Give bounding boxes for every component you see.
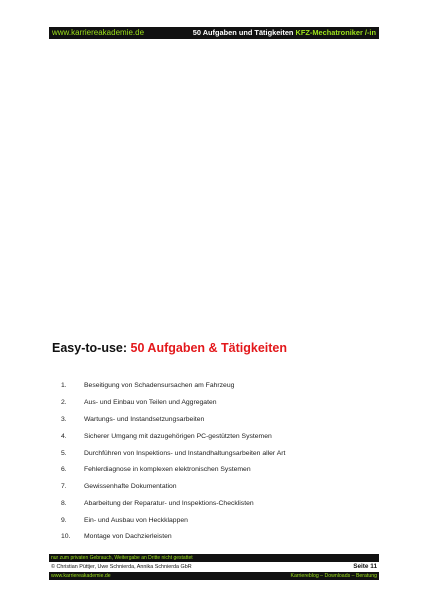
list-item bbox=[0, 464, 427, 476]
footer-info-row bbox=[49, 562, 379, 572]
list-item-number: 4. bbox=[61, 433, 67, 440]
list-item-number: 10. bbox=[61, 533, 71, 540]
list-item-text: Wartungs- und Instandsetzungsarbeiten bbox=[84, 416, 205, 423]
list-item bbox=[0, 515, 427, 527]
list-item bbox=[0, 414, 427, 426]
page-number: Seite 11 bbox=[353, 563, 377, 570]
list-item-number: 5. bbox=[61, 450, 67, 457]
list-item-text: Abarbeitung der Reparatur- und Inspektions-Checklisten bbox=[84, 500, 254, 507]
list-item bbox=[0, 431, 427, 443]
page-header bbox=[49, 27, 379, 39]
page-title-accent: 50 Aufgaben & Tätigkeiten bbox=[130, 341, 288, 355]
header-site-link[interactable]: www.karriereakademie.de bbox=[52, 28, 145, 37]
list-item bbox=[0, 531, 427, 543]
header-title-accent: KFZ-Mechatroniker /-in bbox=[295, 28, 376, 37]
footer-notice: nur zum privaten Gebrauch, Weitergabe an Dritte nicht gestattet bbox=[51, 555, 193, 561]
footer-site-link[interactable]: www.karriereakademie.de bbox=[51, 573, 111, 579]
footer-nav-links[interactable]: Karriereblog – Downloads – Beratung bbox=[290, 573, 377, 579]
list-item-text: Beseitigung von Schadensursachen am Fahrzeug bbox=[84, 382, 235, 389]
page-title bbox=[52, 341, 287, 355]
footer-notice-bar bbox=[49, 554, 379, 562]
list-item bbox=[0, 448, 427, 460]
list-item-text: Montage von Dachzierleisten bbox=[84, 533, 172, 540]
list-item bbox=[0, 498, 427, 510]
list-item-text: Aus- und Einbau von Teilen und Aggregaten bbox=[84, 399, 217, 406]
list-item-number: 8. bbox=[61, 500, 67, 507]
list-item-text: Sicherer Umgang mit dazugehörigen PC-gestützten Systemen bbox=[84, 433, 272, 440]
list-item-number: 1. bbox=[61, 382, 67, 389]
list-item-text: Ein- und Ausbau von Heckklappen bbox=[84, 517, 188, 524]
list-item-number: 3. bbox=[61, 416, 67, 423]
list-item bbox=[0, 481, 427, 493]
list-item-number: 7. bbox=[61, 483, 67, 490]
footer-link-bar bbox=[49, 572, 379, 580]
list-item-number: 9. bbox=[61, 517, 67, 524]
header-title bbox=[193, 27, 376, 39]
list-item-text: Gewissenhafte Dokumentation bbox=[84, 483, 177, 490]
list-item-number: 6. bbox=[61, 466, 67, 473]
header-title-main: 50 Aufgaben und Tätigkeiten bbox=[192, 28, 294, 37]
list-item bbox=[0, 397, 427, 409]
footer-copyright: © Christian Püttjer, Uwe Schnierda, Annika Schnierda GbR bbox=[51, 564, 192, 570]
page-title-prefix: Easy-to-use: bbox=[52, 341, 128, 355]
list-item-number: 2. bbox=[61, 399, 67, 406]
list-item-text: Fehlerdiagnose in komplexen elektronischen Systemen bbox=[84, 466, 251, 473]
list-item bbox=[0, 380, 427, 392]
list-item-text: Durchführen von Inspektions- und Instandhaltungsarbeiten aller Art bbox=[84, 450, 286, 457]
